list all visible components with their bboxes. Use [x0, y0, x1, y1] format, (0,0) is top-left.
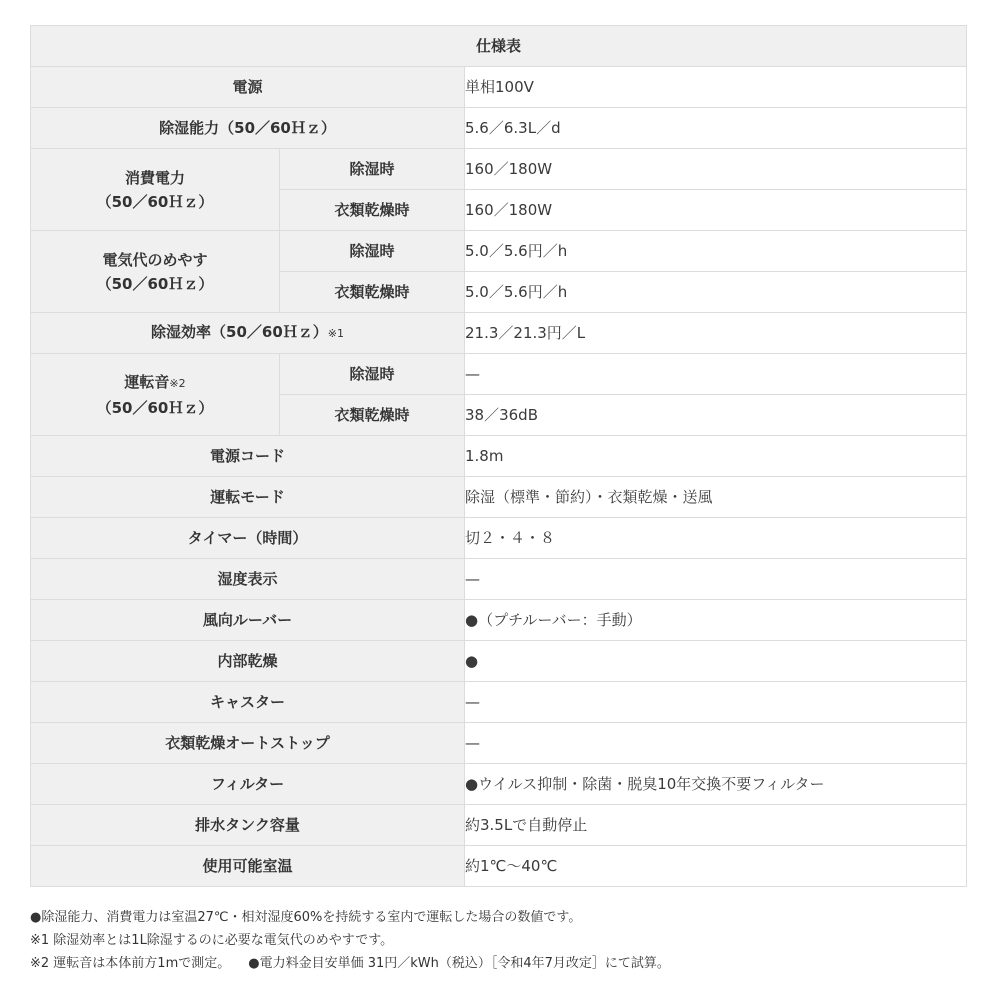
row-label-timer: タイマー（時間）	[31, 518, 465, 559]
row-value-cord: 1.8m	[465, 436, 967, 477]
table-row	[31, 231, 967, 272]
sub-label: 衣類乾燥時	[280, 395, 465, 436]
table-row	[31, 723, 967, 764]
row-label-auto-stop: 衣類乾燥オートストップ	[31, 723, 465, 764]
row-value: 5.0／5.6円／h	[465, 231, 967, 272]
sub-label: 除湿時	[280, 149, 465, 190]
row-value-caster: —	[465, 682, 967, 723]
label-line: 電気代のめやす	[102, 250, 208, 269]
footnote-line-2: ※1 除湿効率とは1L除湿するのに必要な電気代のめやすです。	[30, 933, 394, 948]
row-value-internal-dry: ●	[465, 641, 967, 682]
table-row	[31, 682, 967, 723]
table-title: 仕様表	[31, 26, 967, 67]
row-label-power-consumption	[31, 149, 280, 231]
table-row	[31, 518, 967, 559]
row-value-dehumid-capacity: 5.6／6.3L／d	[465, 108, 967, 149]
row-label-internal-dry: 内部乾燥	[31, 641, 465, 682]
footnote-line-1: ●除湿能力、消費電力は室温27℃・相対湿度60%を持続する室内で運転した場合の数値です。	[30, 910, 582, 925]
footnote-ref: ※1	[327, 327, 344, 340]
row-value: 38／36dB	[465, 395, 967, 436]
row-label-dehumid-capacity: 除湿能力（50／60Ｈｚ）	[31, 108, 465, 149]
table-row	[31, 764, 967, 805]
row-value-auto-stop: —	[465, 723, 967, 764]
row-label-cord: 電源コード	[31, 436, 465, 477]
footnote-noise: ※2 運転音は本体前方1mで測定。	[30, 956, 231, 971]
sub-label: 除湿時	[280, 354, 465, 395]
row-value-efficiency: 21.3／21.3円／L	[465, 313, 967, 354]
label-line: （50／60Ｈｚ）	[96, 192, 214, 211]
footnote-ref: ※2	[169, 376, 186, 390]
label-line	[31, 370, 279, 396]
table-row	[31, 600, 967, 641]
label-line: （50／60Ｈｚ）	[96, 398, 214, 417]
label-text: 運転音	[124, 372, 170, 391]
sub-label: 衣類乾燥時	[280, 190, 465, 231]
table-row	[31, 108, 967, 149]
label-line: （50／60Ｈｚ）	[96, 274, 214, 293]
row-label-louver: 風向ルーバー	[31, 600, 465, 641]
row-label-tank: 排水タンク容量	[31, 805, 465, 846]
row-value-louver: ●（プチルーバー：手動）	[465, 600, 967, 641]
row-label-filter: フィルター	[31, 764, 465, 805]
row-label-humidity-display: 湿度表示	[31, 559, 465, 600]
row-value: 160／180W	[465, 149, 967, 190]
footnote-electricity-rate: ●電力料金目安単価 31円／kWh（税込）［令和4年7月改定］にて試算。	[248, 956, 670, 971]
row-value-mode: 除湿（標準・節約）・衣類乾燥・送風	[465, 477, 967, 518]
table-row	[31, 149, 967, 190]
table-row	[31, 559, 967, 600]
table-row	[31, 313, 967, 354]
row-value-humidity-display: —	[465, 559, 967, 600]
label-line: 消費電力	[124, 168, 185, 187]
row-label-efficiency	[31, 313, 465, 354]
table-row	[31, 436, 967, 477]
footnotes	[30, 906, 970, 975]
row-label-noise	[31, 354, 280, 436]
table-row	[31, 805, 967, 846]
table-row	[31, 641, 967, 682]
row-value-filter: ●ウイルス抑制・除菌・脱臭10年交換不要フィルター	[465, 764, 967, 805]
row-value: —	[465, 354, 967, 395]
footnote-line-3	[30, 952, 970, 975]
row-value-power: 単相100V	[465, 67, 967, 108]
spec-table	[30, 25, 967, 887]
row-label-mode: 運転モード	[31, 477, 465, 518]
sub-label: 衣類乾燥時	[280, 272, 465, 313]
label-text: 除湿効率（50／60Ｈｚ）	[151, 323, 328, 341]
sub-label: 除湿時	[280, 231, 465, 272]
table-row	[31, 477, 967, 518]
row-label-electricity-cost	[31, 231, 280, 313]
row-label-caster: キャスター	[31, 682, 465, 723]
row-label-temp-range: 使用可能室温	[31, 846, 465, 887]
row-value: 160／180W	[465, 190, 967, 231]
row-value-timer: 切２・４・８	[465, 518, 967, 559]
table-row	[31, 67, 967, 108]
row-label-power: 電源	[31, 67, 465, 108]
row-value-temp-range: 約1℃～40℃	[465, 846, 967, 887]
table-row	[31, 354, 967, 395]
table-row	[31, 846, 967, 887]
row-value: 5.0／5.6円／h	[465, 272, 967, 313]
table-header-row	[31, 26, 967, 67]
row-value-tank: 約3.5Lで自動停止	[465, 805, 967, 846]
